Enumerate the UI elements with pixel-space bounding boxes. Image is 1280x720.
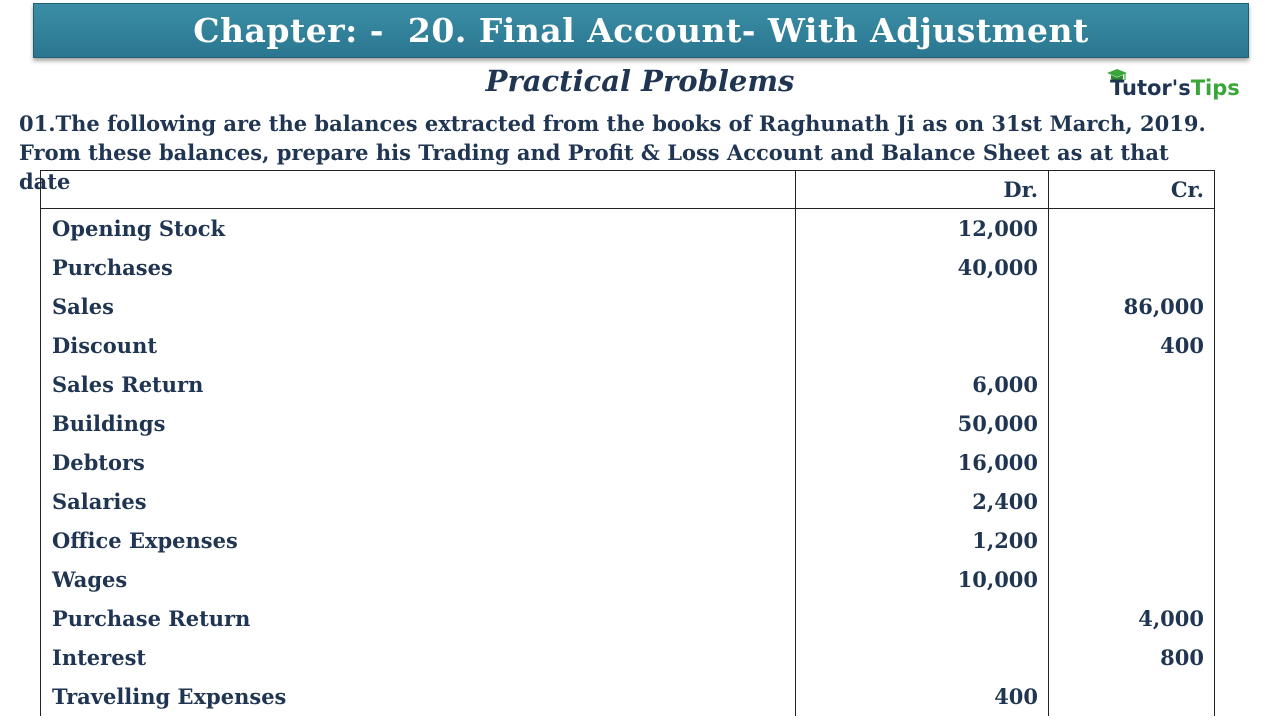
row-particulars: Travelling Expenses [41, 677, 796, 716]
row-dr-amount: 10,000 [796, 560, 1049, 599]
row-particulars: Purchases [41, 248, 796, 287]
table-row [41, 443, 1215, 482]
table-row [41, 287, 1215, 326]
row-cr-amount: 4,000 [1049, 599, 1215, 638]
row-dr-amount: 16,000 [796, 443, 1049, 482]
row-cr-amount [1049, 677, 1215, 716]
table-row [41, 248, 1215, 287]
row-particulars: Buildings [41, 404, 796, 443]
header-dr: Dr. [796, 171, 1049, 209]
row-dr-amount: 50,000 [796, 404, 1049, 443]
table-row [41, 677, 1215, 716]
logo-text-tutors: Tutor's [1110, 76, 1191, 100]
row-cr-amount [1049, 560, 1215, 599]
table-row [41, 404, 1215, 443]
question-text: 01.The following are the balances extracted from the books of Raghunath Ji as on 31st March, 2019. From these balances, prepare his Trading and Profit & Loss Account and Balance Sheet as at that date [19, 111, 1206, 194]
row-cr-amount [1049, 365, 1215, 404]
logo-wordmark [1110, 76, 1240, 100]
row-particulars: Salaries [41, 482, 796, 521]
tutors-tips-logo [1106, 68, 1240, 108]
table-row [41, 599, 1215, 638]
row-dr-amount: 40,000 [796, 248, 1049, 287]
table-row [41, 521, 1215, 560]
table-row [41, 326, 1215, 365]
row-dr-amount: 400 [796, 677, 1049, 716]
row-cr-amount [1049, 482, 1215, 521]
table-row [41, 209, 1215, 249]
chapter-banner [33, 3, 1249, 58]
table-row [41, 560, 1215, 599]
header-particulars [41, 171, 796, 209]
row-dr-amount: 2,400 [796, 482, 1049, 521]
row-cr-amount [1049, 209, 1215, 249]
row-dr-amount [796, 326, 1049, 365]
row-particulars: Sales Return [41, 365, 796, 404]
row-particulars: Discount [41, 326, 796, 365]
row-dr-amount: 6,000 [796, 365, 1049, 404]
row-cr-amount: 86,000 [1049, 287, 1215, 326]
row-particulars: Interest [41, 638, 796, 677]
row-particulars: Wages [41, 560, 796, 599]
table-row [41, 638, 1215, 677]
section-subtitle: Practical Problems [485, 64, 795, 98]
row-dr-amount: 12,000 [796, 209, 1049, 249]
header-cr: Cr. [1049, 171, 1215, 209]
row-cr-amount: 800 [1049, 638, 1215, 677]
row-dr-amount [796, 638, 1049, 677]
row-dr-amount [796, 599, 1049, 638]
row-dr-amount: 1,200 [796, 521, 1049, 560]
row-cr-amount [1049, 521, 1215, 560]
row-cr-amount: 400 [1049, 326, 1215, 365]
table-header-row [41, 171, 1215, 209]
row-particulars: Debtors [41, 443, 796, 482]
chapter-title: Chapter: - 20. Final Account- With Adjustment [193, 11, 1089, 50]
row-dr-amount [796, 287, 1049, 326]
logo-text-tips: Tips [1190, 76, 1240, 100]
table-row [41, 365, 1215, 404]
row-cr-amount [1049, 443, 1215, 482]
row-particulars: Office Expenses [41, 521, 796, 560]
row-particulars: Purchase Return [41, 599, 796, 638]
row-particulars: Sales [41, 287, 796, 326]
row-cr-amount [1049, 248, 1215, 287]
trial-balance-table [40, 170, 1215, 716]
row-particulars: Opening Stock [41, 209, 796, 249]
table-row [41, 482, 1215, 521]
row-cr-amount [1049, 404, 1215, 443]
